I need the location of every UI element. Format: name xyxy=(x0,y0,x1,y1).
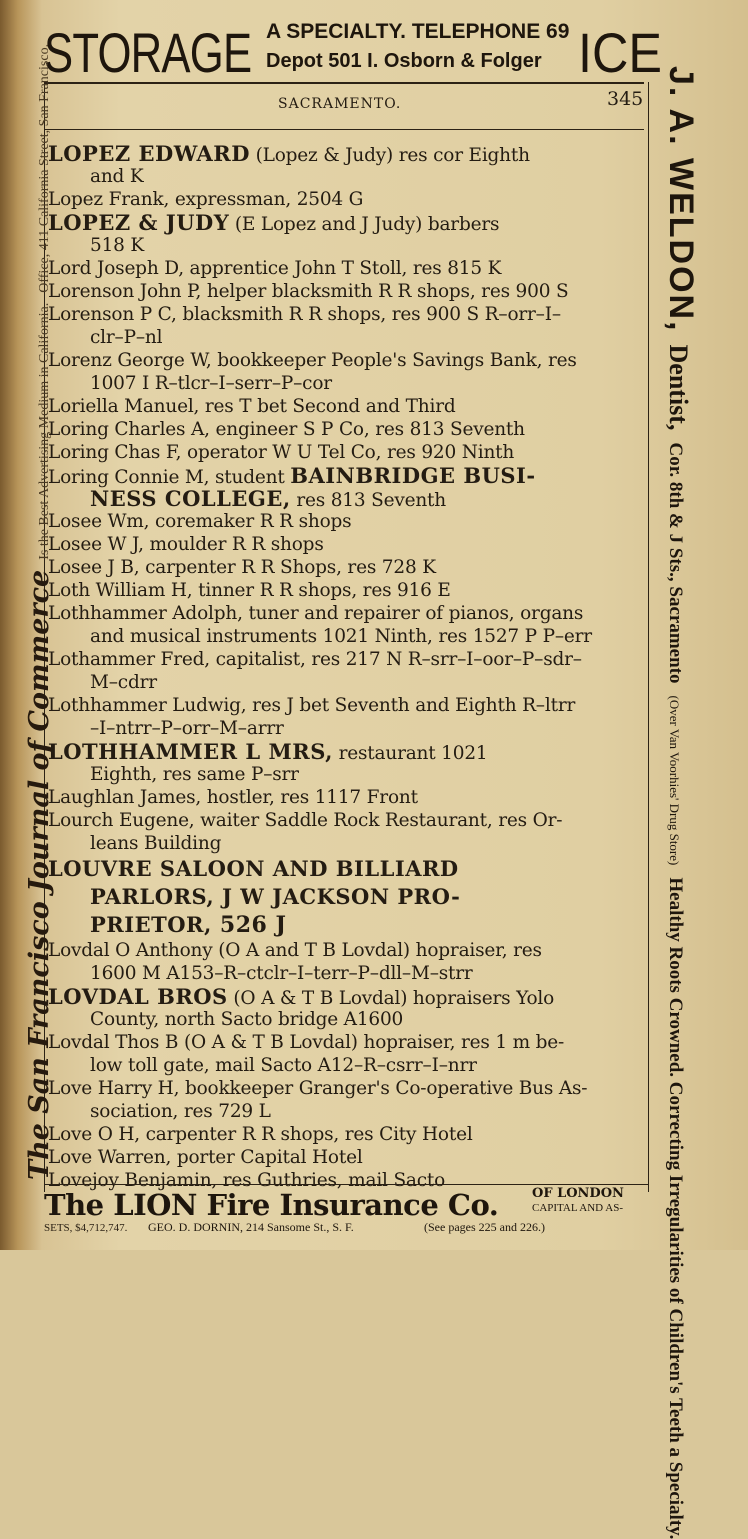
entry-text: 1007 I R–tlcr–I–serr–P–cor xyxy=(90,373,332,394)
directory-entry xyxy=(48,257,644,280)
entry-text: Loring Charles A, engineer S P Co, res 813 Seventh xyxy=(48,419,525,440)
entry-line xyxy=(48,855,644,883)
directory-entry xyxy=(48,510,644,533)
entry-line xyxy=(48,303,644,326)
entry-line xyxy=(48,962,644,985)
directory-entry xyxy=(48,418,644,441)
entry-text: leans Building xyxy=(90,833,222,854)
entry-line xyxy=(48,671,644,694)
entry-line xyxy=(48,464,644,487)
entry-line xyxy=(48,280,644,303)
ice-word: ICE xyxy=(578,21,663,84)
entry-text: Losee J B, carpenter R R Shops, res 728 K xyxy=(48,557,436,578)
left-side-advertisement xyxy=(2,43,55,1180)
entry-line xyxy=(48,188,644,211)
directory-listings xyxy=(48,141,644,1191)
see-pages-note: (See pages 225 and 226.) xyxy=(424,1220,545,1234)
entry-bold-name: NESS COLLEGE, xyxy=(90,486,291,511)
right-column-rule xyxy=(648,82,649,1192)
entry-line xyxy=(48,985,644,1008)
directory-entry xyxy=(48,464,644,510)
entry-line xyxy=(48,349,644,372)
entry-text: (Lopez & Judy) res cor Eighth xyxy=(249,145,530,166)
directory-entry xyxy=(48,985,644,1031)
entry-text: Lovdal O Anthony (O A and T B Lovdal) hopraiser, res xyxy=(48,940,542,961)
entry-bold-name: LOTHHAMMER L MRS, xyxy=(48,739,333,764)
entry-line xyxy=(48,911,644,939)
right-side-advertisement xyxy=(661,66,700,1539)
entry-line xyxy=(48,326,644,349)
entry-line xyxy=(48,625,644,648)
entry-text: Losee Wm, coremaker R R shops xyxy=(48,511,352,532)
entry-line xyxy=(48,372,644,395)
dentist-services: Healthy Roots Crowned. Correcting Irregularities of Children's Teeth a Specialty. xyxy=(665,877,686,1539)
dentist-address: Cor. 8th & J Sts., Sacramento xyxy=(665,442,686,684)
entry-line xyxy=(48,1123,644,1146)
directory-entry xyxy=(48,1146,644,1169)
storage-word: STORAGE xyxy=(44,21,252,84)
entry-line xyxy=(48,832,644,855)
entry-text: Lorenson John P, helper blacksmith R R shops, res 900 S xyxy=(48,281,569,302)
capital-assets: CAPITAL AND AS- xyxy=(532,1202,623,1214)
entry-text: 526 J xyxy=(211,912,287,938)
entry-line xyxy=(48,418,644,441)
page-number: 345 xyxy=(607,88,644,110)
entry-line xyxy=(48,809,644,832)
entry-text: low toll gate, mail Sacto A12–R–csrr–I–nrr xyxy=(90,1055,477,1076)
entry-line xyxy=(48,694,644,717)
entry-line xyxy=(48,883,644,911)
entry-bold-name: LOUVRE SALOON AND BILLIARD xyxy=(48,856,459,881)
top-advertisement xyxy=(44,14,664,82)
entry-line xyxy=(48,487,644,510)
bottom-advertisement xyxy=(44,1184,654,1244)
entry-bold-name: BAINBRIDGE BUSI- xyxy=(290,463,536,488)
dentist-profession: Dentist, xyxy=(664,344,693,431)
of-london: OF LONDON xyxy=(532,1186,624,1201)
entry-line xyxy=(48,1054,644,1077)
entry-text: Love O H, carpenter R R shops, res City Hotel xyxy=(48,1124,473,1145)
entry-bold-name: PARLORS, J W JACKSON PRO- xyxy=(90,884,461,909)
dentist-name: J. A. WELDON, xyxy=(662,66,700,333)
entry-line xyxy=(48,717,644,740)
specialty-telephone: A SPECIALTY. TELEPHONE 69 xyxy=(266,20,570,43)
entry-text: Loring Chas F, operator W U Tel Co, res 920 Ninth xyxy=(48,442,515,463)
journal-office: Office, 411 California Street, San Francisco. xyxy=(37,43,52,293)
directory-entry xyxy=(48,740,644,786)
directory-entry xyxy=(48,1123,644,1146)
entry-text: Eighth, res same P–srr xyxy=(90,764,299,785)
entry-line xyxy=(48,1077,644,1100)
entry-text: M–cdrr xyxy=(90,672,157,693)
entry-line xyxy=(48,1100,644,1123)
entry-text: Loriella Manuel, res T bet Second and Third xyxy=(48,396,456,417)
directory-entry xyxy=(48,533,644,556)
entry-text: Lorenz George W, bookkeeper People's Savings Bank, res xyxy=(48,350,577,371)
entry-line xyxy=(48,533,644,556)
entry-line xyxy=(48,602,644,625)
directory-entry xyxy=(48,280,644,303)
top-rule xyxy=(44,82,644,84)
directory-entry xyxy=(48,142,644,188)
entry-text: 1600 M A153–R–ctclr–I–terr–P–dll–M–strr xyxy=(90,963,473,984)
entry-line xyxy=(48,1031,644,1054)
entry-line xyxy=(48,1008,644,1031)
entry-line xyxy=(48,556,644,579)
entry-line xyxy=(48,142,644,165)
entry-line xyxy=(48,510,644,533)
directory-entry xyxy=(48,395,644,418)
entry-line xyxy=(48,740,644,763)
entry-text: clr–P–nl xyxy=(90,327,163,348)
insurance-company: The LION Fire Insurance Co. xyxy=(44,1188,499,1222)
entry-text: and musical instruments 1021 Ninth, res 1527 P P–err xyxy=(90,626,592,647)
directory-entry xyxy=(48,349,644,395)
entry-line xyxy=(48,395,644,418)
entry-text: 518 K xyxy=(90,235,145,256)
dentist-location: (Over Van Voorhies' Drug Store) xyxy=(667,695,682,866)
directory-entry xyxy=(48,694,644,740)
directory-entry xyxy=(48,855,644,939)
directory-entry xyxy=(48,648,644,694)
entry-text: Love Harry H, bookkeeper Granger's Co-operative Bus As- xyxy=(48,1078,588,1099)
entry-line xyxy=(48,763,644,786)
directory-entry xyxy=(48,786,644,809)
entry-text: Lothhammer Adolph, tuner and repairer of pianos, organs xyxy=(48,603,584,624)
entry-line xyxy=(48,939,644,962)
entry-line xyxy=(48,1146,644,1169)
entry-text: sociation, res 729 L xyxy=(90,1101,271,1122)
entry-line xyxy=(48,257,644,280)
entry-text: res 813 Seventh xyxy=(290,490,447,511)
entry-bold-name: LOVDAL BROS xyxy=(48,984,228,1009)
insurance-agent: GEO. D. DORNIN, 214 Sansome St., S. F. xyxy=(148,1220,354,1234)
entry-text: Loring Connie M, student xyxy=(48,467,291,488)
entry-text: Laughlan James, hostler, res 1117 Front xyxy=(48,787,418,808)
entry-line xyxy=(48,579,644,602)
entry-text: Lopez Frank, expressman, 2504 G xyxy=(48,189,364,210)
entry-line xyxy=(48,165,644,188)
entry-line xyxy=(48,234,644,257)
entry-text: Love Warren, porter Capital Hotel xyxy=(48,1147,363,1168)
journal-tagline: Is the Best Advertising Medium in California. xyxy=(37,302,52,560)
entry-text: Lourch Eugene, waiter Saddle Rock Restaurant, res Or- xyxy=(48,810,563,831)
directory-entry xyxy=(48,211,644,257)
entry-text: Lorenson P C, blacksmith R R shops, res 900 S R–orr–I– xyxy=(48,304,561,325)
assets-amount: SETS, $4,712,747. xyxy=(44,1222,128,1234)
running-head-city: SACRAMENTO. xyxy=(278,96,402,112)
entry-text: Losee W J, moulder R R shops xyxy=(48,534,324,555)
entry-line xyxy=(48,211,644,234)
entry-text: Lovejoy Benjamin, res Guthries, mail Sacto xyxy=(48,1170,446,1191)
directory-entry xyxy=(48,809,644,855)
depot-address: Depot 501 I. Osborn & Folger xyxy=(266,50,542,72)
entry-text: Lothhammer Ludwig, res J bet Seventh and Eighth R–ltrr xyxy=(48,695,576,716)
directory-entry xyxy=(48,1077,644,1123)
directory-entry xyxy=(48,303,644,349)
entry-text: (E Lopez and J Judy) barbers xyxy=(229,214,500,235)
header-rule xyxy=(44,129,644,130)
entry-text: Lovdal Thos B (O A & T B Lovdal) hopraiser, res 1 m be- xyxy=(48,1032,565,1053)
entry-text: Lothammer Fred, capitalist, res 217 N R–srr–I–oor–P–sdr– xyxy=(48,649,582,670)
entry-line xyxy=(48,648,644,671)
entry-text: County, north Sacto bridge A1600 xyxy=(90,1009,404,1030)
entry-text: (O A & T B Lovdal) hopraisers Yolo xyxy=(227,988,555,1009)
directory-entry xyxy=(48,188,644,211)
entry-bold-name: PRIETOR, xyxy=(90,912,212,937)
entry-line xyxy=(48,441,644,464)
entry-bold-name: LOPEZ EDWARD xyxy=(48,141,250,166)
entry-text: restaurant 1021 xyxy=(332,743,488,764)
entry-text: Loth William H, tinner R R shops, res 916 E xyxy=(48,580,451,601)
entry-bold-name: LOPEZ & JUDY xyxy=(48,210,230,235)
directory-entry xyxy=(48,579,644,602)
directory-entry xyxy=(48,939,644,985)
directory-entry xyxy=(48,1031,644,1077)
directory-entry xyxy=(48,602,644,648)
journal-name: The San Francisco Journal of Commerce xyxy=(24,569,55,1180)
entry-text: and K xyxy=(90,166,144,187)
directory-entry xyxy=(48,441,644,464)
directory-entry xyxy=(48,556,644,579)
entry-line xyxy=(48,786,644,809)
entry-text: –I–ntrr–P–orr–M–arrr xyxy=(90,718,284,739)
entry-text: Lord Joseph D, apprentice John T Stoll, res 815 K xyxy=(48,258,502,279)
